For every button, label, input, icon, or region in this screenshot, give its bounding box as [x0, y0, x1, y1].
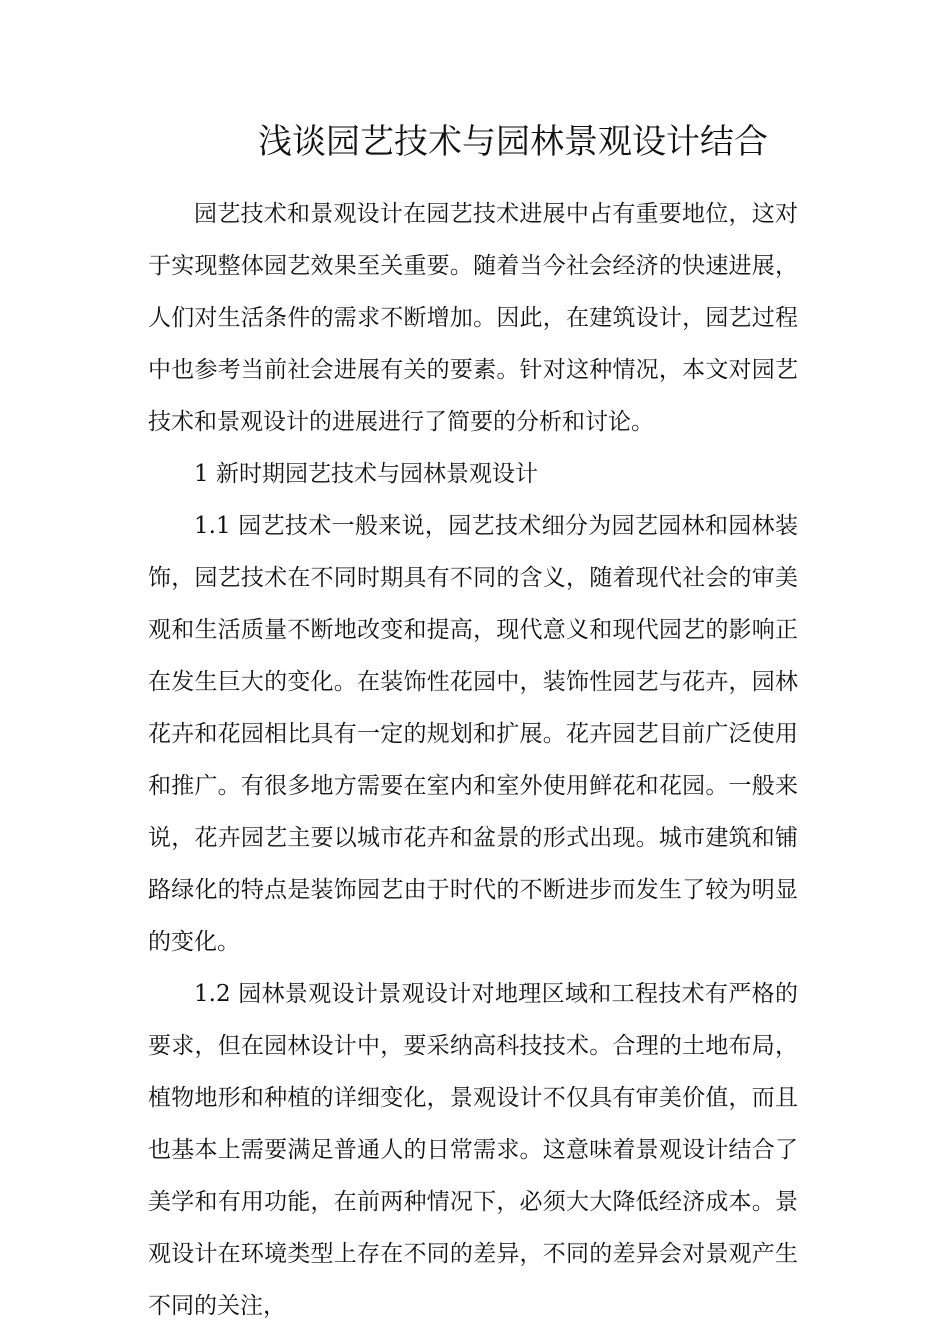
document-title: 浅谈园艺技术与园林景观设计结合 — [258, 122, 768, 162]
paragraph-1-2: 1.2 园林景观设计景观设计对地理区域和工程技术有严格的要求，但在园林设计中，要采纳高科技技术。合理的土地布局，植物地形和种植的详细变化，景观设计不仅具有审美价值，而且也基本上需要满足普通人的日常需求。这意味着景观设计结合了美学和有用功能，在前两种情况下，必须大大降低经济成本。景观设计在环境类型上存在不同的差异，不同的差异会对景观产生不同的关注， — [148, 981, 798, 1319]
document-body — [148, 188, 798, 1332]
section-heading-1: 1 新时期园艺技术与园林景观设计 — [194, 461, 538, 487]
paragraph-1-1: 1.1 园艺技术一般来说，园艺技术细分为园艺园林和园林装饰，园艺技术在不同时期具有不同的含义，随着现代社会的审美观和生活质量不断地改变和提高，现代意义和现代园艺的影响正在发生巨大的变化。在装饰性花园中，装饰性园艺与花卉，园林花卉和花园相比具有一定的规划和扩展。花卉园艺目前广泛使用和推广。有很多地方需要在室内和室外使用鲜花和花园。一般来说，花卉园艺主要以城市花卉和盆景的形式出现。城市建筑和铺路绿化的特点是装饰园艺由于时代的不断进步而发生了较为明显的变化。 — [148, 513, 798, 955]
paragraph-intro: 园艺技术和景观设计在园艺技术进展中占有重要地位，这对于实现整体园艺效果至关重要。随着当今社会经济的快速进展，人们对生活条件的需求不断增加。因此，在建筑设计，园艺过程中也参考当前社会进展有关的要素。针对这种情况，本文对园艺技术和景观设计的进展进行了简要的分析和讨论。 — [148, 201, 798, 435]
